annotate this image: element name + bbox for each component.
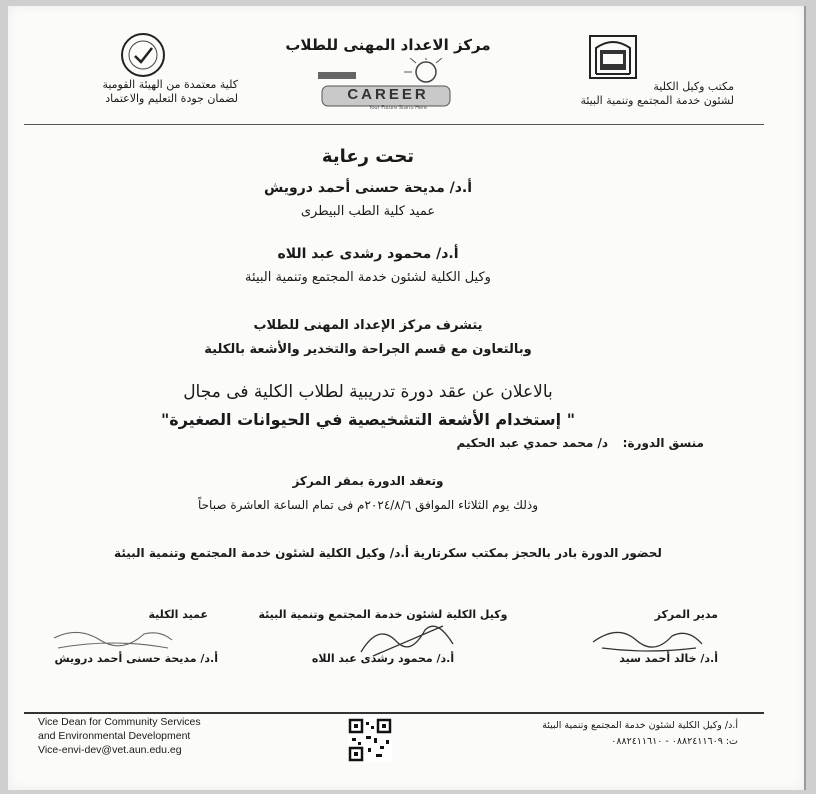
- coordinator-name: د/ محمد حمدي عبد الحكيم: [456, 436, 608, 450]
- faculty-logo: [588, 34, 638, 80]
- left-accreditation-line2: لضمان جودة التعليم والاعتماد: [105, 92, 238, 105]
- sponsor1-name: أ.د/ مديحة حسنى أحمد درويش: [263, 180, 473, 196]
- faculty-emblem-icon: [588, 34, 638, 80]
- accreditation-seal-icon: [108, 32, 178, 78]
- career-logo-text: CAREER: [347, 86, 429, 103]
- header-divider: [24, 124, 764, 125]
- right-office-line2: لشئون خدمة المجتمع وتنمية البيئة: [580, 94, 734, 107]
- course-title: " إستخدام الأشعة التشخيصية في الحيوانات الصغيرة": [160, 410, 576, 429]
- sponsor1-title: عميد كلية الطب البيطرى: [300, 204, 436, 219]
- qr-code: [348, 718, 392, 762]
- footer-en-line1: Vice Dean for Community Services: [38, 716, 201, 728]
- announcement-page: [8, 6, 806, 790]
- registration-note: لحضور الدورة بادر بالحجز بمكتب سكرتارية أ.د/ وكيل الكلية لشئون خدمة المجتمع وتنمية البيئة: [114, 546, 662, 560]
- footer-divider: [24, 712, 764, 714]
- signature-right-name: أ.د/ خالد أحمد سيد: [619, 652, 718, 665]
- career-logo: [308, 58, 458, 112]
- venue-text: وتعقد الدورة بمقر المركز: [292, 474, 444, 488]
- qr-code-icon: [348, 718, 392, 762]
- sponsor2-title: وكيل الكلية لشئون خدمة المجتمع وتنمية البيئة: [245, 270, 491, 285]
- footer-ar-line1: أ.د/ وكيل الكلية لشئون خدمة المجتمع وتنمية البيئة: [542, 720, 738, 731]
- signature-center-name: أ.د/ محمود رشدى عبد اللاه: [311, 652, 455, 665]
- career-center-logo-icon: [308, 58, 458, 112]
- announcement-line2: وبالتعاون مع قسم الجراحة والتخدير والأشعة بالكلية: [204, 342, 532, 357]
- signature-right-title: مدير المركز: [654, 608, 718, 621]
- signature-center-title: وكيل الكلية لشئون خدمة المجتمع وتنمية البيئة: [258, 608, 508, 621]
- course-datetime: وذلك يوم الثلاثاء الموافق ٢٠٢٤/٨/٦م فى تمام الساعة العاشرة صباحاً: [197, 498, 538, 512]
- left-accreditation-line1: كلية معتمدة من الهيئة القومية: [102, 78, 238, 91]
- right-office-line1: مكتب وكيل الكلية: [653, 80, 734, 93]
- signature-left-name: أ.د/ مديحة حسنى أحمد درويش: [54, 652, 218, 665]
- announcement-line1: يتشرف مركز الإعداد المهنى للطلاب: [253, 318, 483, 333]
- signature-left-title: عميد الكلية: [148, 608, 208, 621]
- career-logo-tagline: Your Future Starts Here: [368, 105, 428, 111]
- footer-en-line2: and Environmental Development: [38, 730, 191, 742]
- coordinator-label: منسق الدورة:: [622, 436, 704, 450]
- footer-ar-phones: ت: ٠٨٨٢٤١١٦٠٩ - ٠٨٨٢٤١١٦١٠: [611, 736, 738, 747]
- announcement-line3: بالاعلان عن عقد دورة تدريبية لطلاب الكلية فى مجال: [183, 382, 553, 402]
- sponsor2-name: أ.د/ محمود رشدى عبد اللاه: [277, 246, 459, 262]
- footer-en-email: Vice-envi-dev@vet.aun.edu.eg: [38, 744, 182, 756]
- sponsorship-heading: تحت رعاية: [321, 146, 415, 167]
- center-title: مركز الاعداد المهنى للطلاب: [285, 36, 491, 54]
- accreditation-logo: [108, 32, 178, 78]
